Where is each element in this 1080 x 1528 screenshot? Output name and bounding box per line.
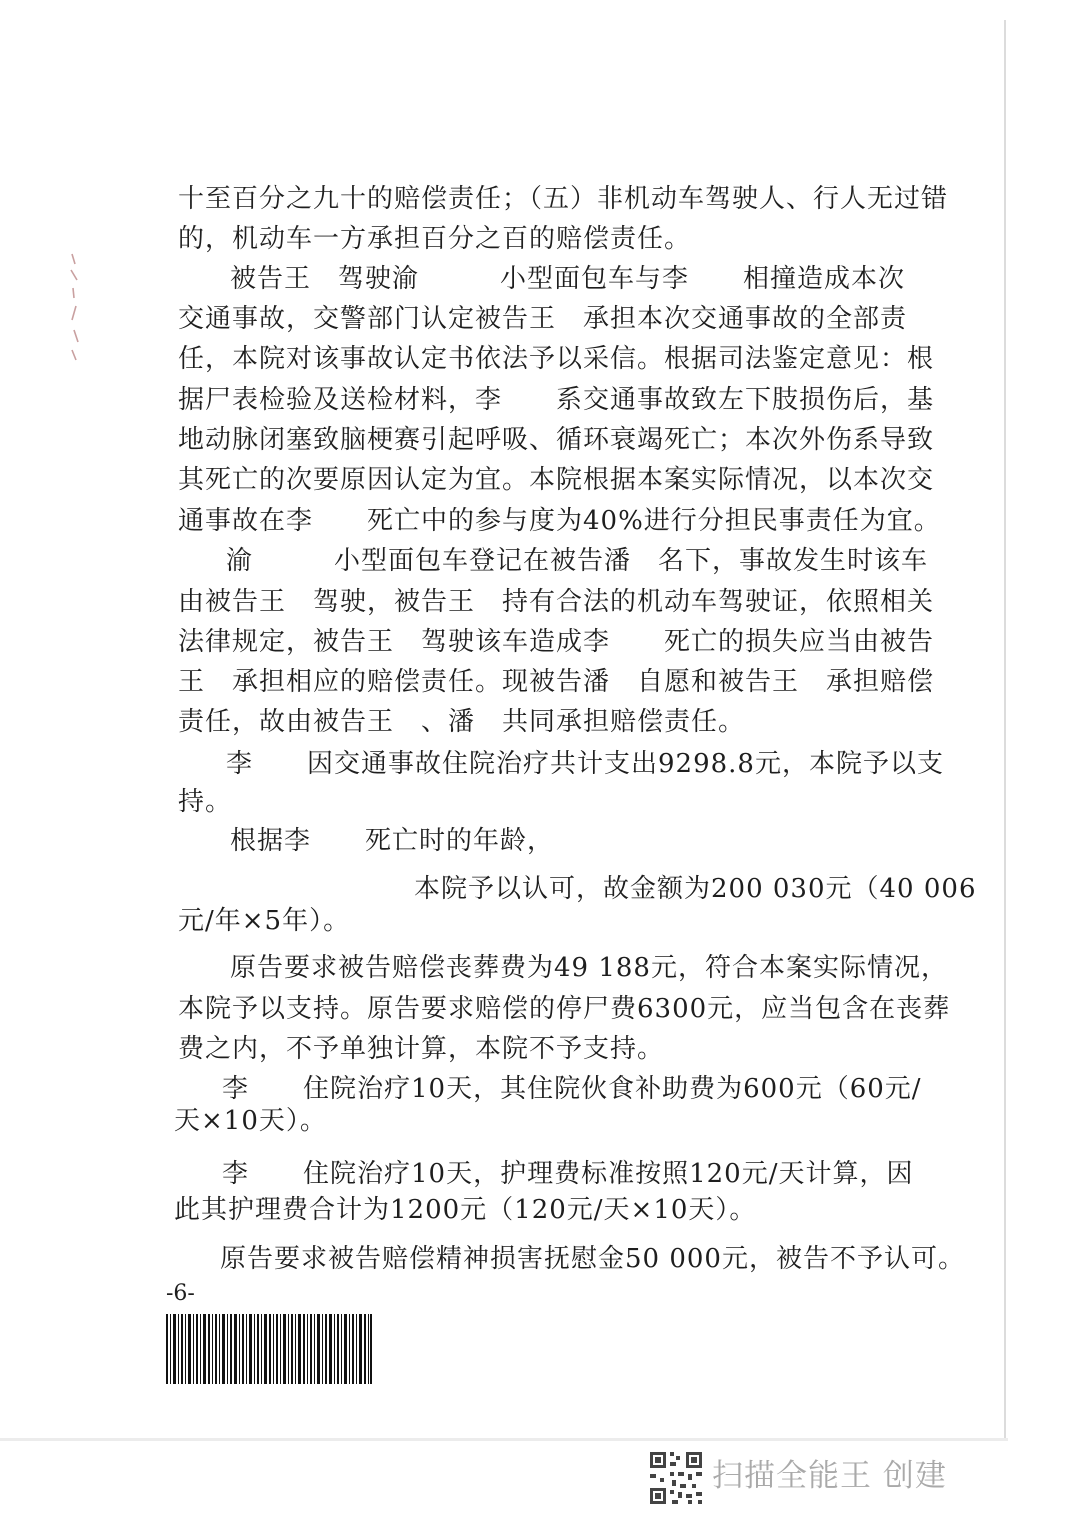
body-line: 渝 小型面包车登记在被告潘 名下，事故发生时该车 (226, 546, 929, 576)
body-line: 李 住院治疗10天，其住院伙食补助费为600元（60元/ (222, 1074, 922, 1104)
body-line: 任，本院对该事故认定书依法予以采信。根据司法鉴定意见：根 (178, 344, 935, 374)
body-line: 据尸表检验及送检材料，李 系交通事故致左下肢损伤后，基 (178, 385, 935, 415)
body-line: 根据李 死亡时的年龄， (230, 826, 555, 856)
body-line: 十至百分之九十的赔偿责任；（五）非机动车驾驶人、行人无过错 (178, 184, 949, 214)
body-line: 责任，故由被告王 、潘 共同承担赔偿责任。 (178, 707, 746, 737)
body-line: 王 承担相应的赔偿责任。现被告潘 自愿和被告王 承担赔偿 (178, 667, 935, 697)
body-line: 李 住院治疗10天，护理费标准按照120元/天计算，因 (222, 1159, 914, 1189)
body-line: 法律规定，被告王 驾驶该车造成李 死亡的损失应当由被告 (178, 627, 935, 657)
body-line: 李 因交通事故住院治疗共计支出9298.8元，本院予以支 (226, 749, 944, 779)
body-line: 此其护理费合计为1200元（120元/天×10天）。 (174, 1195, 757, 1225)
body-line: 交通事故，交警部门认定被告王 承担本次交通事故的全部责 (178, 304, 908, 334)
qr-code-icon (648, 1450, 704, 1506)
barcode-image (166, 1314, 372, 1384)
page-bottom-edge (0, 1438, 1008, 1441)
page-edge (1004, 20, 1006, 1440)
body-line: 持。 (178, 787, 233, 817)
body-line: 费之内，不予单独计算，本院不予支持。 (178, 1034, 665, 1064)
page-number: -6- (166, 1281, 195, 1306)
body-line: 原告要求被告赔偿丧葬费为49 188元，符合本案实际情况， (230, 953, 948, 983)
margin-pencil-mark (66, 250, 88, 365)
body-line: 原告要求被告赔偿精神损害抚慰金50 000元，被告不予认可。 (220, 1244, 965, 1274)
body-line: 地动脉闭塞致脑梗赛引起呼吸、循环衰竭死亡；本次外伤系导致 (178, 425, 935, 455)
body-line: 其死亡的次要原因认定为宜。本院根据本案实际情况，以本次交 (178, 465, 935, 495)
body-line: 通事故在李 死亡中的参与度为40%进行分担民事责任为宜。 (178, 506, 941, 536)
body-line: 由被告王 驾驶，被告王 持有合法的机动车驾驶证，依照相关 (178, 587, 935, 617)
body-line: 本院予以认可，故金额为200 030元（40 006 (414, 874, 977, 904)
body-line: 本院予以支持。原告要求赔偿的停尸费6300元，应当包含在丧葬 (178, 994, 951, 1024)
body-line: 元/年×5年）。 (178, 906, 351, 936)
body-line: 的，机动车一方承担百分之百的赔偿责任。 (178, 224, 692, 254)
body-line: 被告王 驾驶渝 小型面包车与李 相撞造成本次 (230, 264, 906, 294)
scanner-watermark: 扫描全能王 创建 (712, 1458, 947, 1494)
body-line: 天×10天）。 (174, 1106, 327, 1136)
